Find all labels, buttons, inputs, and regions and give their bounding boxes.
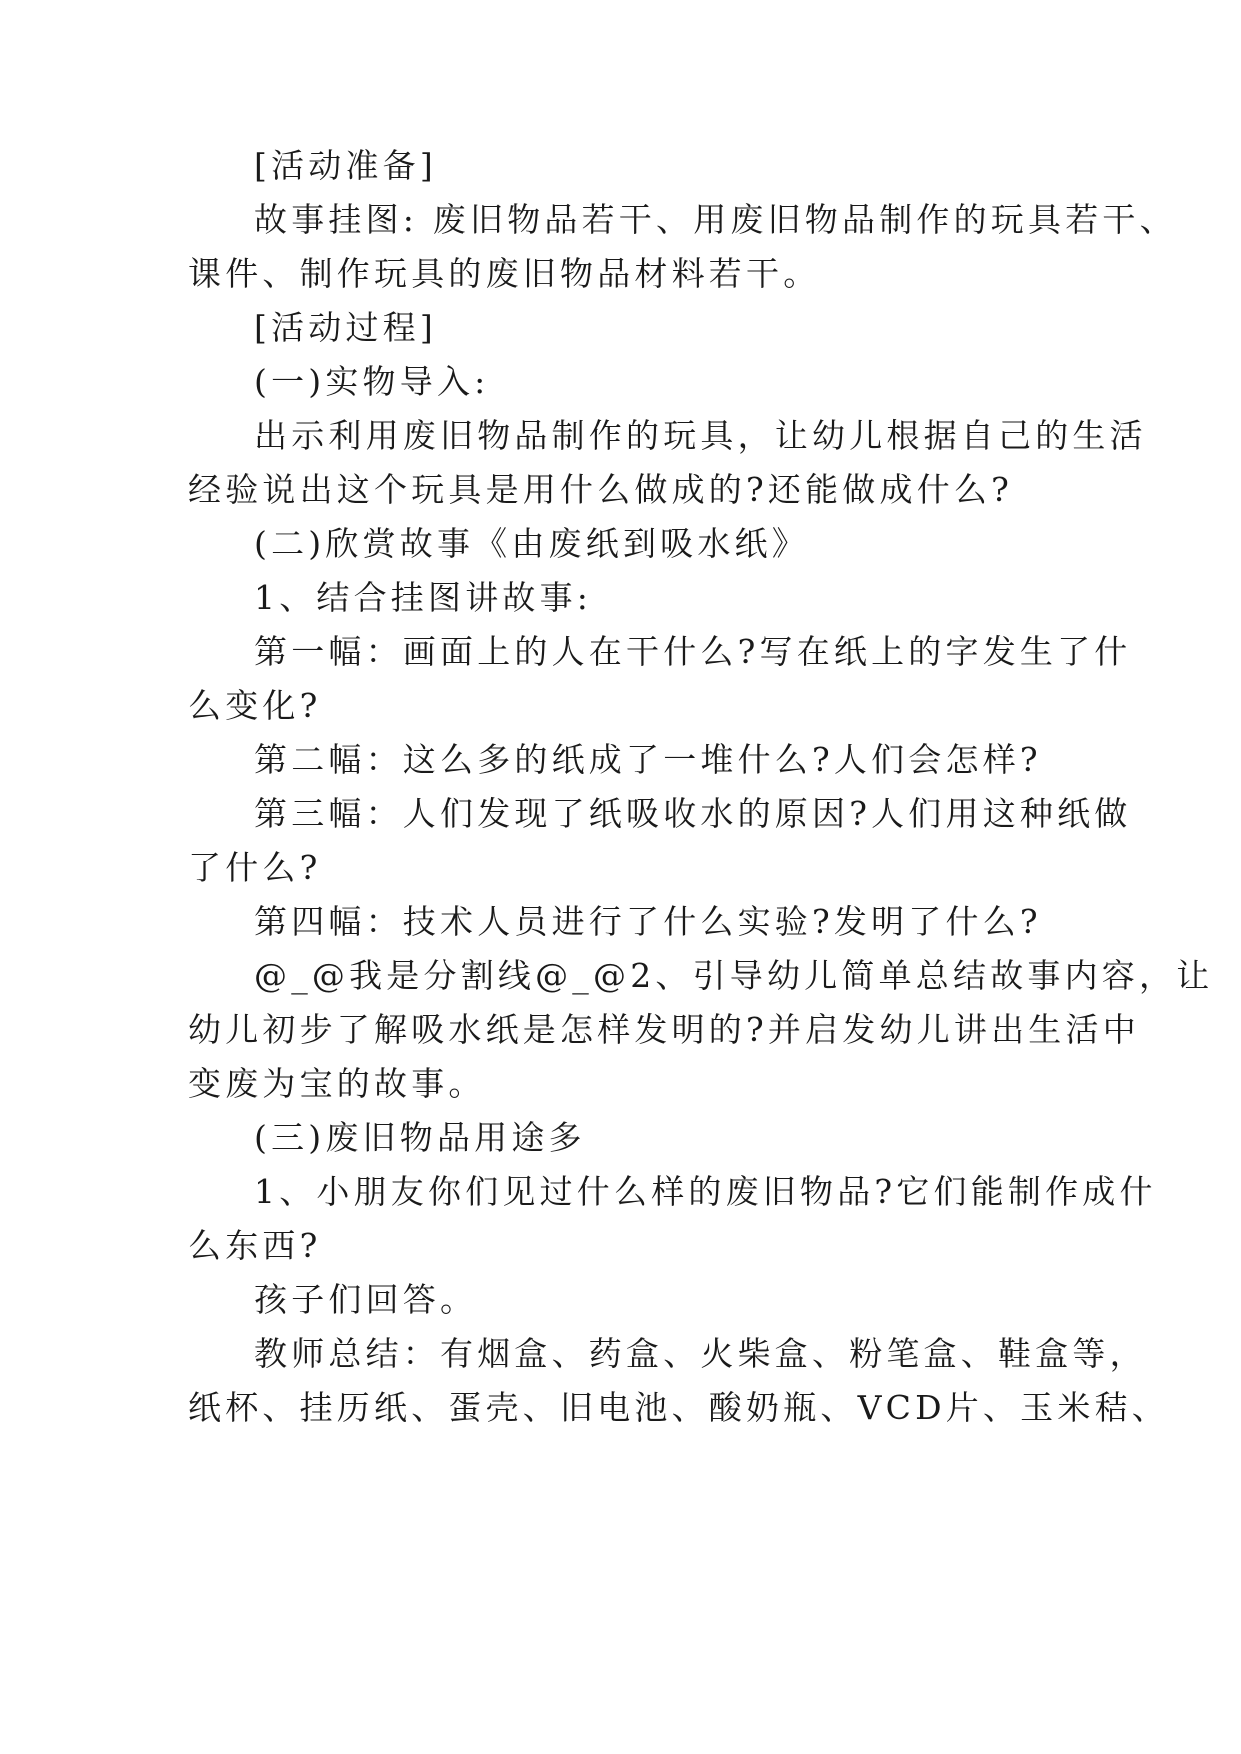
paragraph-line: 纸杯、挂历纸、蛋壳、旧电池、酸奶瓶、VCD片、玉米秸、 [188,1388,1169,1427]
paragraph-line: 么东西? [188,1226,322,1265]
section-heading-preparation: [活动准备] [254,146,437,185]
paragraph-line: 出示利用废旧物品制作的玩具，让幼儿根据自己的生活 [254,416,1147,455]
paragraph-line: 1、结合挂图讲故事: [254,578,593,617]
paragraph-line: @_@我是分割线@_@2、引导幼儿简单总结故事内容，让 [254,956,1214,995]
paragraph-line: 变废为宝的故事。 [188,1064,486,1103]
paragraph-line: 课件、制作玩具的废旧物品材料若干。 [188,254,821,293]
subheading-line: (二)欣赏故事《由废纸到吸水纸》 [254,524,809,563]
paragraph-line: 孩子们回答。 [254,1280,478,1319]
paragraph-line: 幼儿初步了解吸水纸是怎样发明的?并启发幼儿讲出生活中 [188,1010,1140,1049]
paragraph-line: 教师总结：有烟盒、药盒、火柴盒、粉笔盒、鞋盒等， [254,1334,1147,1373]
paragraph-line: 1、小朋友你们见过什么样的废旧物品?它们能制作成什 [254,1172,1157,1211]
paragraph-line: 经验说出这个玩具是用什么做成的?还能做成什么? [188,470,1013,509]
paragraph-line: 第四幅：技术人员进行了什么实验?发明了什么? [254,902,1042,941]
paragraph-line: 第一幅：画面上的人在干什么?写在纸上的字发生了什 [254,632,1132,671]
section-heading-process: [活动过程] [254,308,437,347]
paragraph-line: 故事挂图: 废旧物品若干、用废旧物品制作的玩具若干、 [254,200,1177,239]
paragraph-line: 了什么? [188,848,322,887]
subheading-line: (一)实物导入: [254,362,490,401]
paragraph-line: 么变化? [188,686,322,725]
paragraph-line: 第三幅：人们发现了纸吸收水的原因?人们用这种纸做 [254,794,1132,833]
subheading-line: (三)废旧物品用途多 [254,1118,586,1157]
paragraph-line: 第二幅：这么多的纸成了一堆什么?人们会怎样? [254,740,1042,779]
